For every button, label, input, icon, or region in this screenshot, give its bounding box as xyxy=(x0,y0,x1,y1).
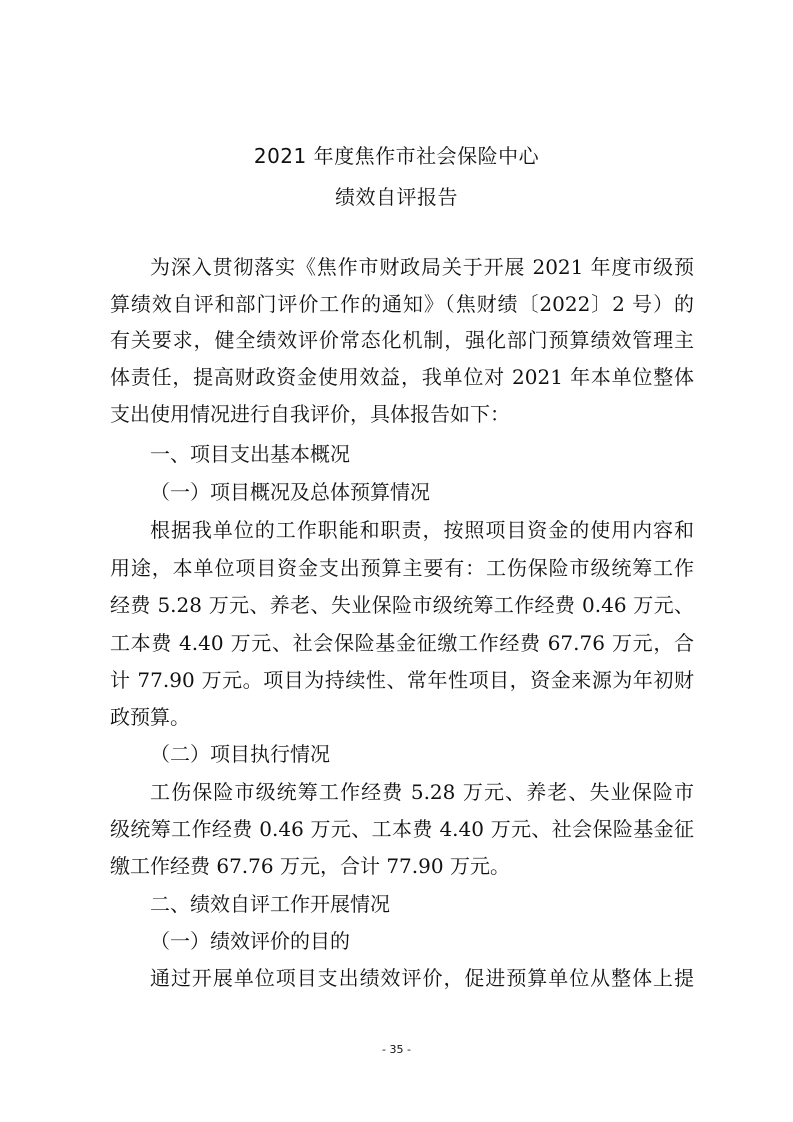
section-heading: 一、项目支出基本概况 xyxy=(150,442,350,466)
paragraph-line: 经费 5.28 万元、养老、失业保险市级统筹工作经费 0.46 万元、 xyxy=(110,593,694,617)
paragraph-line: 工伤保险市级统筹工作经费 5.28 万元、养老、失业保险市 xyxy=(150,780,694,804)
subsection-heading: （二）项目执行情况 xyxy=(150,742,330,766)
paragraph-line: 根据我单位的工作职能和职责，按照项目资金的使用内容和 xyxy=(150,518,694,542)
paragraph-line: 有关要求，健全绩效评价常态化机制，强化部门预算绩效管理主 xyxy=(110,328,694,352)
paragraph-line: 政预算。 xyxy=(110,705,190,729)
page-number: - 35 - xyxy=(382,1043,411,1056)
paragraph-line: 缴工作经费 67.76 万元，合计 77.90 万元。 xyxy=(110,854,510,878)
paragraph-line: 工本费 4.40 万元、社会保险基金征缴工作经费 67.76 万元，合 xyxy=(110,631,694,655)
paragraph-line: 计 77.90 万元。项目为持续性、常年性项目，资金来源为年初财 xyxy=(110,668,694,692)
paragraph-line: 算绩效自评和部门评价工作的通知》（焦财绩〔2022〕2 号）的 xyxy=(110,292,694,316)
paragraph-line: 用途，本单位项目资金支出预算主要有：工伤保险市级统筹工作 xyxy=(110,556,694,580)
paragraph-line: 级统筹工作经费 0.46 万元、工本费 4.40 万元、社会保险基金征 xyxy=(110,817,694,841)
paragraph-line: 通过开展单位项目支出绩效评价，促进预算单位从整体上提 xyxy=(150,966,694,990)
paragraph-line: 体责任，提高财政资金使用效益，我单位对 2021 年本单位整体 xyxy=(110,365,694,389)
subsection-heading: （一）项目概况及总体预算情况 xyxy=(150,480,430,504)
paragraph-line: 为深入贯彻落实《焦作市财政局关于开展 2021 年度市级预 xyxy=(150,255,694,279)
document-title-line-2: 绩效自评报告 xyxy=(335,185,458,209)
section-heading: 二、绩效自评工作开展情况 xyxy=(150,892,390,916)
document-title-line-1: 2021 年度焦作市社会保险中心 xyxy=(253,144,540,168)
paragraph-line: 支出使用情况进行自我评价，具体报告如下： xyxy=(110,402,510,426)
subsection-heading: （一）绩效评价的目的 xyxy=(150,929,350,953)
